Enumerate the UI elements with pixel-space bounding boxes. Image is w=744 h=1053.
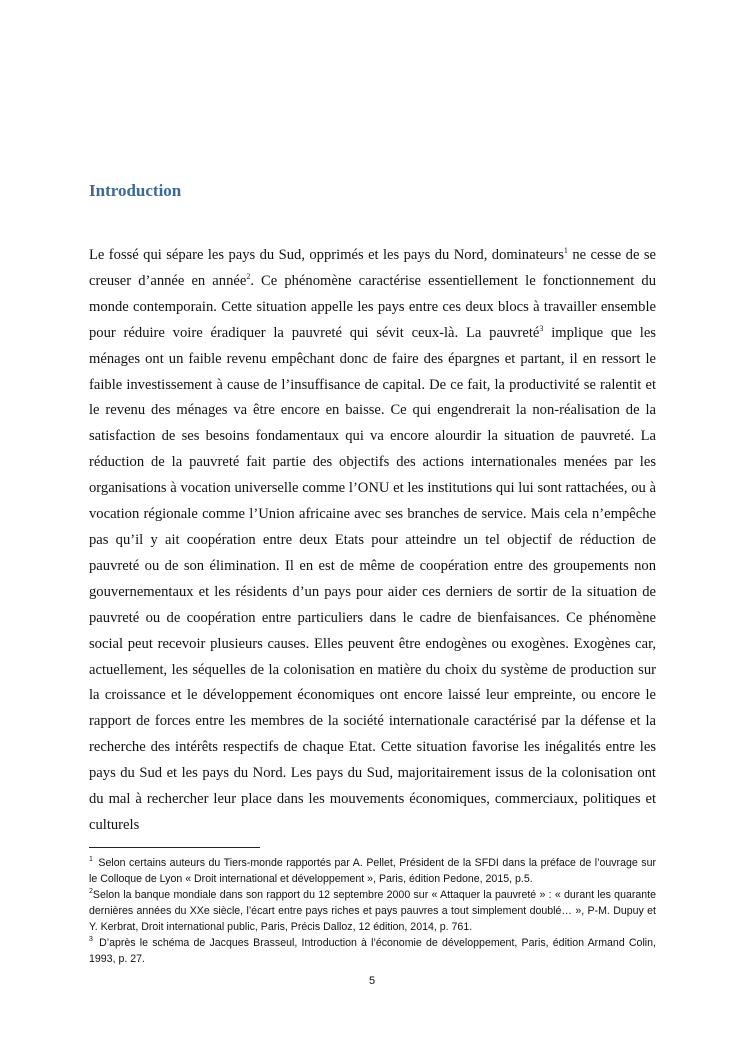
footnote-mark: 3 <box>89 936 93 943</box>
section-heading: Introduction <box>89 181 182 200</box>
footnote-text: D’après le schéma de Jacques Brasseul, Introduction à l’économie de développement, Paris, édition Armand Colin, 1993, p. 27. <box>89 937 656 965</box>
footnote-text: Selon certains auteurs du Tiers-monde rapportés par A. Pellet, Président de la SFDI dans la préface de l’ouvrage sur le Colloque de Lyon « Droit international et développement », Paris, édition Pedone, 2015, p.5. <box>89 857 656 885</box>
footnote-3 <box>89 935 656 967</box>
footnote-mark: 2 <box>89 888 93 895</box>
footnotes <box>89 855 656 967</box>
footnote-ref-3[interactable]: 3 <box>539 323 544 333</box>
footnote-1 <box>89 855 656 887</box>
footnote-text: Selon la banque mondiale dans son rapport du 12 septembre 2000 sur « Attaquer la pauvreté » : « durant les quarante dernières années du XXe siècle, l’écart entre pays riches et pays pauvres a tout simplement doublé… », P-M. Dupuy et Y. Kerbrat, Droit international public, Paris, Précis Dalloz, 12 édition, 2014, p. 761. <box>89 889 656 933</box>
page-number: 5 <box>368 975 376 987</box>
footnote-separator <box>89 847 260 848</box>
footnote-ref-1[interactable]: 1 <box>563 246 568 255</box>
body-text-segment: ne cesse de se creuser d’année en année <box>89 247 656 289</box>
body-paragraph <box>89 243 656 839</box>
footnote-ref-2[interactable]: 2 <box>246 271 251 281</box>
body-text-segment: Le fossé qui sépare les pays du Sud, opprimés et les pays du Nord, dominateurs <box>89 247 564 263</box>
body-text-segment: . Ce phénomène caractérise essentiellement le fonctionnement du monde contemporain. Cette situation appelle les pays entre ces deux blocs à travailler ensemble pour réduire voire éradiquer la pauvreté qui sévit ceux-là. La pauvreté <box>89 272 656 341</box>
footnote-2 <box>89 887 656 935</box>
footnote-mark: 1 <box>89 856 93 863</box>
body-text-segment: implique que les ménages ont un faible revenu empêchant donc de faire des épargnes et partant, il en ressort le faible investissement à cause de l’insuffisance de capital. De ce fait, la productivité se ralentit et le revenu des ménages va être encore en baisse. Ce qui engendrerait la non-réalisation de la satisfaction de ses besoins fondamentaux qui va encore alourdir la situation de pauvreté. La réduction de la pauvreté fait partie des objectifs des actions internationales menées par les organisations à vocation universelle comme l’ONU et les institutions qui lui sont rattachées, ou à vocation régionale comme l’Union africaine avec ses branches de service. Mais cela n’empêche pas qu’il y ait coopération entre deux Etats pour atteindre un tel objectif de réduction de pauvreté ou de son élimination. Il en est de même de coopération entre des groupements non gouvernementaux et les résidents d’un pays pour aider ces derniers de sortir de la situation de pauvreté ou de coopération entre particuliers dans le cadre de bienfaisances. Ce phénomène social peut recevoir plusieurs causes. Elles peuvent être endogènes ou exogènes. Exogènes car, actuellement, les séquelles de la colonisation en matière du choix du système de production sur la croissance et le développement économiques ont encore laissé leur empreinte, ou encore le rapport de forces entre les membres de la société internationale caractérisé par la défense et la recherche des intérêts respectifs de chaque Etat. Cette situation favorise les inégalités entre les pays du Sud et les pays du Nord. Les pays du Sud, majoritairement issus de la colonisation ont du mal à rechercher leur place dans les mouvements économiques, commerciaux, politiques et culturels <box>89 324 656 833</box>
